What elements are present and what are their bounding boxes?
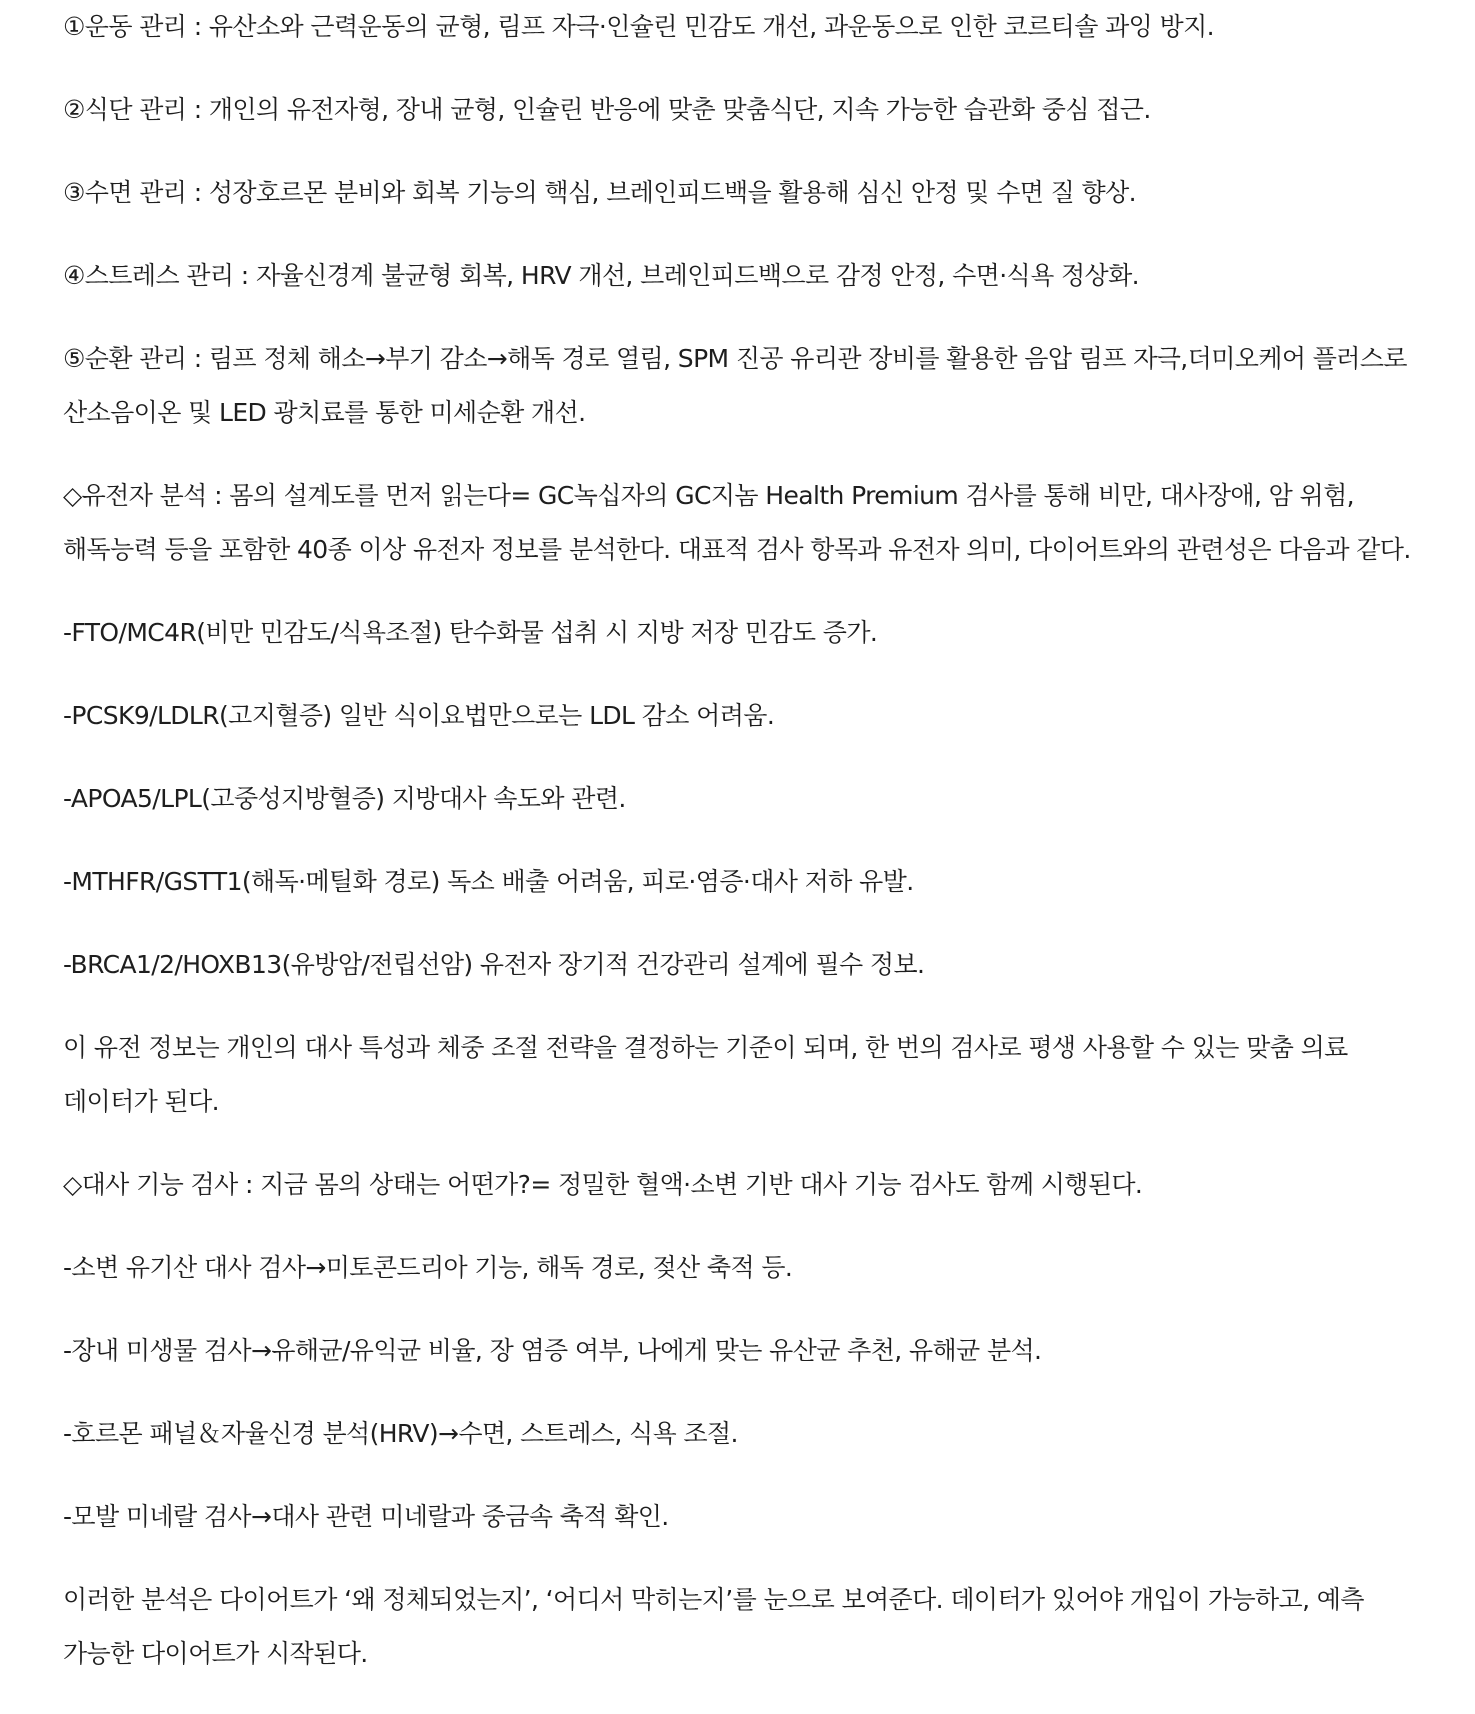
stress-management-paragraph: ④스트레스 관리 : 자율신경계 불균형 회복, HRV 개선, 브레인피드백으로 감정 안정, 수면·식욕 정상화. (63, 261, 1139, 290)
closing-paragraph: 이러한 분석은 다이어트가 ‘왜 정체되었는지’, ‘어디서 막히는지’를 눈으로 보여준다. 데이터가 있어야 개입이 가능하고, 예측 가능한 다이어트가 시작된다. (63, 1585, 1364, 1668)
test-item-hair-mineral: -모발 미네랄 검사→대사 관련 미네랄과 중금속 축적 확인. (63, 1502, 669, 1531)
circulation-management-paragraph: ⑤순환 관리 : 림프 정체 해소→부기 감소→해독 경로 열림, SPM 진공 유리관 장비를 활용한 음압 림프 자극,더미오케어 플러스로 산소음이온 및 LED 광치료를 통한 미세순환 개선. (63, 344, 1407, 427)
article-body (63, 0, 1433, 1710)
gene-item-mthfr-gstt1: -MTHFR/GSTT1(해독·메틸화 경로) 독소 배출 어려움, 피로·염증·대사 저하 유발. (63, 867, 914, 896)
genetic-summary-paragraph: 이 유전 정보는 개인의 대사 특성과 체중 조절 전략을 결정하는 기준이 되며, 한 번의 검사로 평생 사용할 수 있는 맞춤 의료 데이터가 된다. (63, 1033, 1348, 1116)
gene-item-brca-hoxb13: -BRCA1/2/HOXB13(유방암/전립선암) 유전자 장기적 건강관리 설계에 필수 정보. (63, 950, 925, 979)
test-item-hormone-hrv: -호르몬 패널＆자율신경 분석(HRV)→수면, 스트레스, 식욕 조절. (63, 1419, 738, 1448)
genetic-analysis-paragraph: ◇유전자 분석 : 몸의 설계도를 먼저 읽는다= GC녹십자의 GC지놈 Health Premium 검사를 통해 비만, 대사장애, 암 위험, 해독능력 등을 포함한 40종 이상 유전자 정보를 분석한다. 대표적 검사 항목과 유전자 의미, 다이어트와의 관련성은 다음과 같다. (63, 481, 1411, 564)
gene-item-pcsk9-ldlr: -PCSK9/LDLR(고지혈증) 일반 식이요법만으로는 LDL 감소 어려움. (63, 701, 775, 730)
metabolic-test-paragraph: ◇대사 기능 검사 : 지금 몸의 상태는 어떤가?= 정밀한 혈액·소변 기반 대사 기능 검사도 함께 시행된다. (63, 1170, 1143, 1199)
test-item-gut-microbiome: -장내 미생물 검사→유해균/유익균 비율, 장 염증 여부, 나에게 맞는 유산균 추천, 유해균 분석. (63, 1336, 1042, 1365)
gene-item-apoa5-lpl: -APOA5/LPL(고중성지방혈증) 지방대사 속도와 관련. (63, 784, 626, 813)
sleep-management-paragraph: ③수면 관리 : 성장호르몬 분비와 회복 기능의 핵심, 브레인피드백을 활용해 심신 안정 및 수면 질 향상. (63, 178, 1136, 207)
exercise-management-paragraph: ①운동 관리 : 유산소와 근력운동의 균형, 림프 자극·인슐린 민감도 개선, 과운동으로 인한 코르티솔 과잉 방지. (63, 12, 1214, 41)
gene-item-fto-mc4r: -FTO/MC4R(비만 민감도/식욕조절) 탄수화물 섭취 시 지방 저장 민감도 증가. (63, 618, 878, 647)
diet-management-paragraph: ②식단 관리 : 개인의 유전자형, 장내 균형, 인슐린 반응에 맞춘 맞춤식단, 지속 가능한 습관화 중심 접근. (63, 95, 1151, 124)
test-item-urine-organic-acid: -소변 유기산 대사 검사→미토콘드리아 기능, 해독 경로, 젖산 축적 등. (63, 1253, 793, 1282)
